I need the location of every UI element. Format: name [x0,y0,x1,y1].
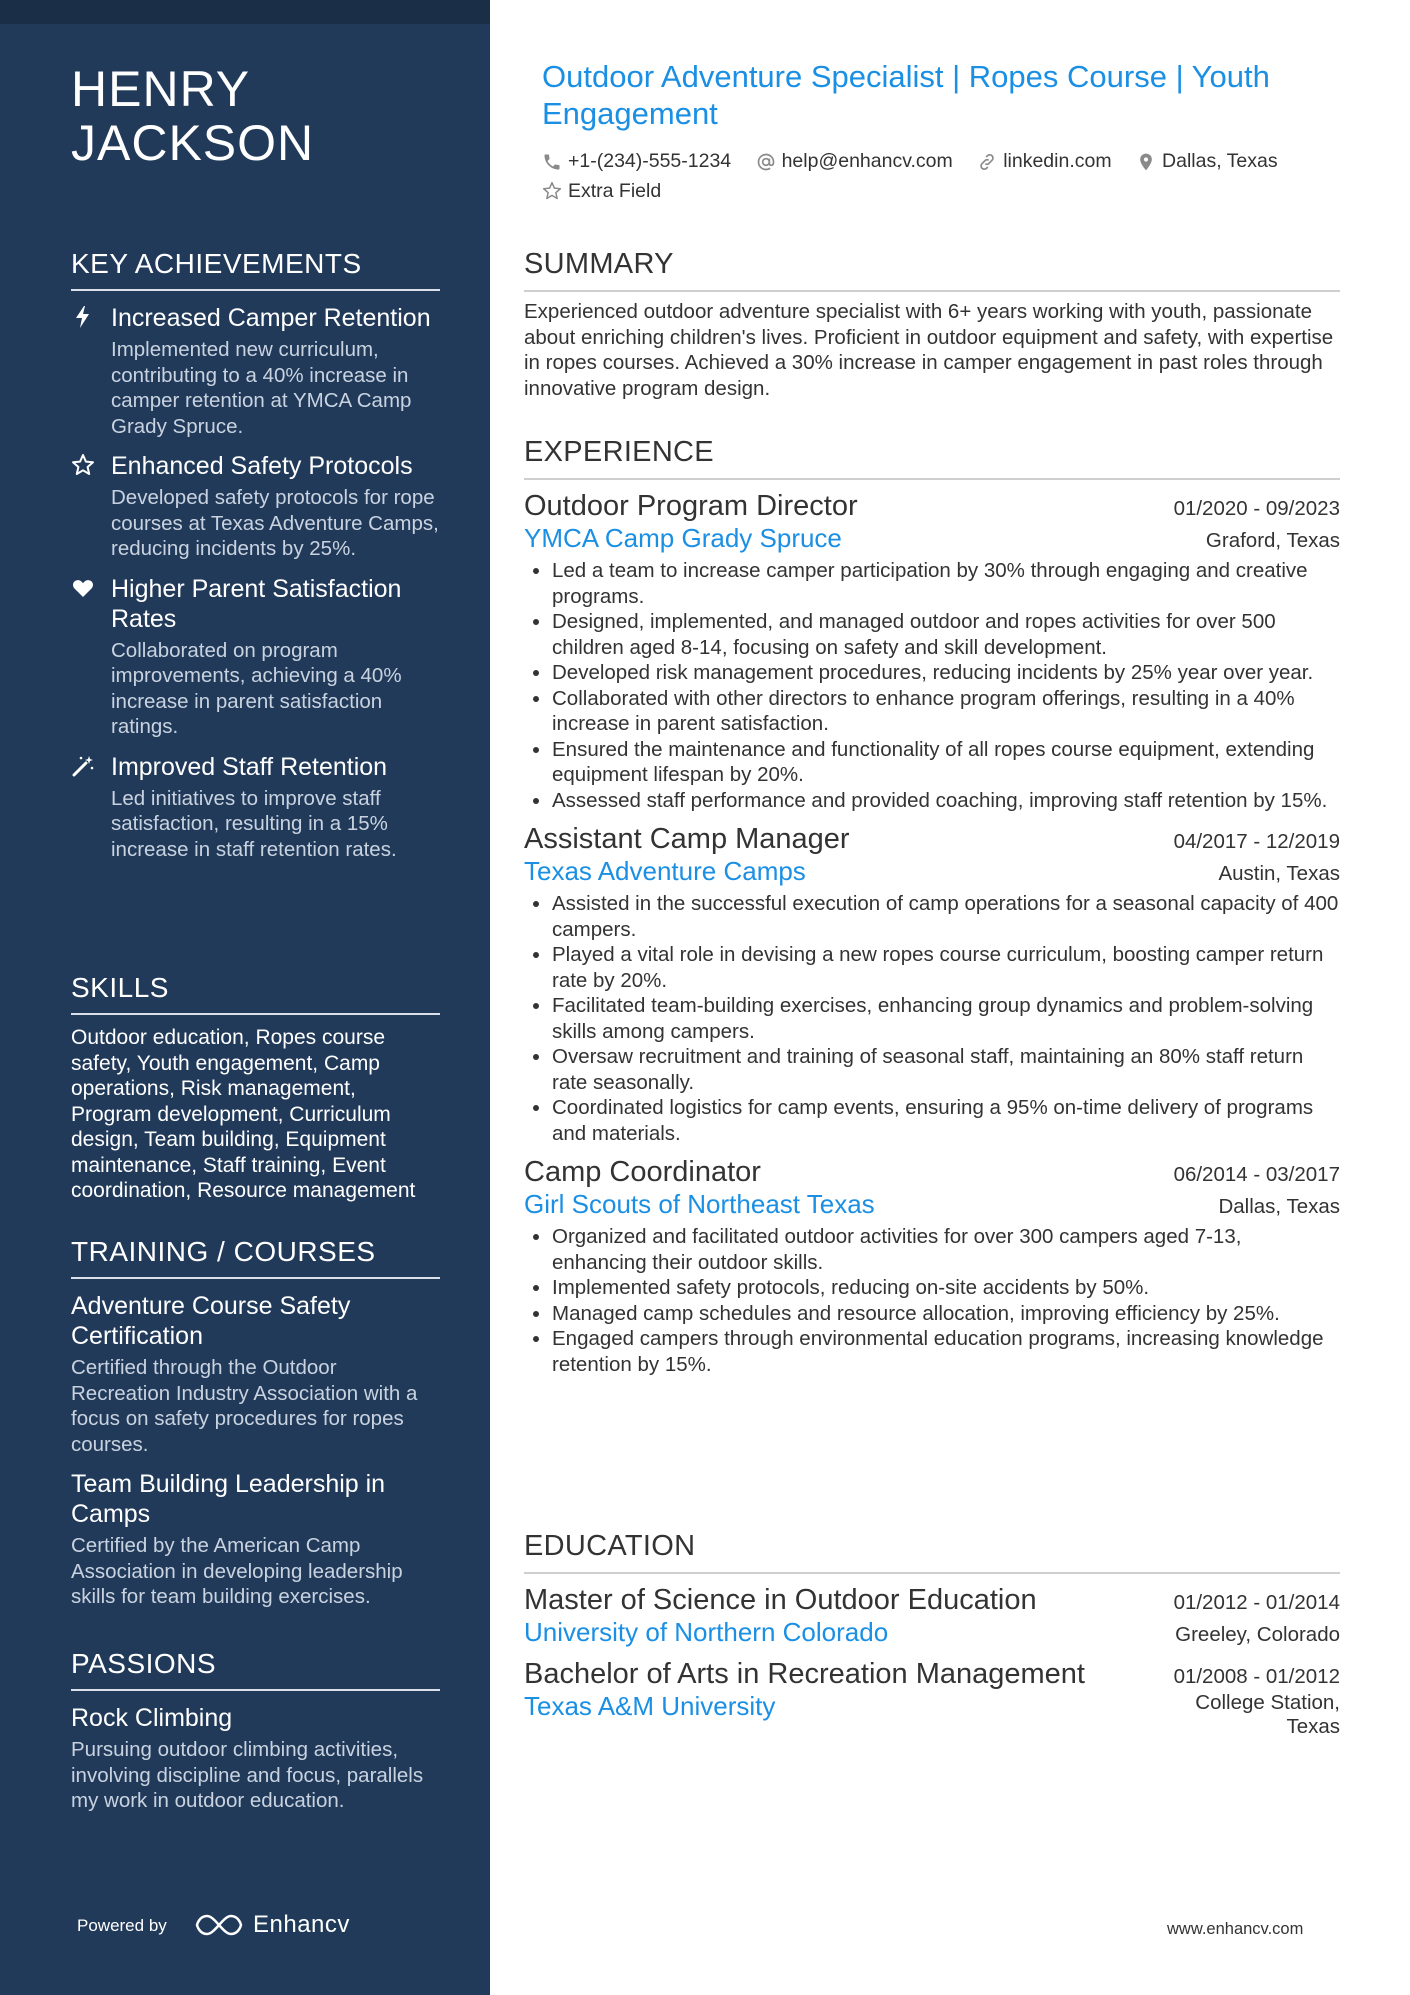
sidebar-top-bar [0,0,490,24]
skills-section [71,972,440,1204]
achievement-item [71,752,440,863]
bullet-item: • Coordinated logistics for camp events, ensuring a 95% on-time delivery of programs and materials. [552,1095,1340,1146]
contact-location [1136,148,1278,175]
headline: Outdoor Adventure Specialist | Ropes Course | Youth Engagement [542,59,1270,131]
achievement-desc: Developed safety protocols for rope courses at Texas Adventure Camps, reducing incidents by 25%. [111,486,439,560]
job-dates: 01/2020 - 09/2023 [1173,497,1340,520]
bullet-item: • Oversaw recruitment and training of seasonal staff, maintaining an 80% staff return rate seasonally. [552,1044,1340,1095]
key-achievements-heading: KEY ACHIEVEMENTS [71,248,440,291]
bullet-item: • Facilitated team-building exercises, enhancing group dynamics and problem-solving skills among campers. [552,993,1340,1044]
website-link[interactable]: www.enhancv.com [1167,1920,1304,1938]
enhancv-logo[interactable] [195,1911,350,1939]
email-text: help@enhancv.com [781,150,953,172]
achievement-item [71,303,440,439]
star-icon [71,453,95,477]
education-section [524,1530,1340,1739]
summary-text: Experienced outdoor adventure specialist with 6+ years working with youth, passionate about enriching children's lives. Proficient in outdoor equipment and safety, with expertise in ropes courses. Achieved a 30% increase in camper engagement in past roles through innovative program design. [524,300,1334,400]
key-achievements-section [71,248,440,862]
candidate-name: HENRY JACKSON [71,61,315,171]
heart-icon [71,576,95,600]
education-heading: EDUCATION [524,1530,1340,1574]
course-desc: Certified through the Outdoor Recreation Industry Association with a focus on safety procedures for ropes courses. [71,1356,418,1456]
contact-email[interactable] [756,148,953,175]
bullet-item: • Engaged campers through environmental education programs, increasing knowledge retention by 15%. [552,1326,1340,1377]
degree: Bachelor of Arts in Recreation Management [524,1658,1085,1690]
job-bullets [524,558,1340,813]
job-location: Dallas, Texas [1218,1195,1340,1218]
link-icon [977,152,997,172]
phone-icon [542,152,562,172]
location-pin-icon [1136,152,1156,172]
course-title: Adventure Course Safety Certification [71,1292,351,1350]
bullet-item: • Organized and facilitated outdoor activities for over 300 campers aged 7-13, enhancing their outdoor skills. [552,1224,1340,1275]
course-item [71,1291,440,1457]
achievement-title: Higher Parent Satisfaction Rates [111,574,402,633]
job-bullets [524,891,1340,1146]
summary-section [524,248,1340,401]
powered-by-label: Powered by [77,1916,167,1935]
linkedin-text: linkedin.com [1003,150,1112,172]
bullet-item: • Played a vital role in devising a new ropes course curriculum, boosting camper return rate by 20%. [552,942,1340,993]
experience-heading: EXPERIENCE [524,436,1340,480]
bullet-item: • Assessed staff performance and provided coaching, improving staff retention by 15%. [552,788,1340,814]
job-entry [524,823,1340,1146]
extra-field-text: Extra Field [568,179,662,202]
bullet-item: • Ensured the maintenance and functionality of all ropes course equipment, extending equipment lifespan by 20%. [552,737,1340,788]
job-role: Camp Coordinator [524,1156,761,1188]
passions-heading: PASSIONS [71,1648,440,1691]
contact-extra-field [542,178,661,205]
bullet-item: • Collaborated with other directors to enhance program offerings, resulting in a 40% increase in parent satisfaction. [552,686,1340,737]
job-location: Graford, Texas [1205,529,1340,552]
achievement-item [71,451,440,562]
bullet-item: • Assisted in the successful execution of camp operations for a seasonal capacity of 400 campers. [552,891,1340,942]
job-role: Outdoor Program Director [524,490,858,522]
passion-item [71,1703,440,1814]
contact-linkedin[interactable] [977,148,1111,175]
achievement-desc: Collaborated on program improvements, achieving a 40% increase in parent satisfaction ratings. [111,638,402,738]
education-location: Greeley, Colorado [1175,1623,1340,1646]
achievement-desc: Implemented new curriculum, contributing to a 40% increase in camper retention at YMCA Camp Grady Spruce. [111,338,412,438]
passion-desc: Pursuing outdoor climbing activities, involving discipline and focus, parallels my work in outdoor education. [71,1738,424,1812]
passion-title: Rock Climbing [71,1704,233,1732]
summary-heading: SUMMARY [524,248,1340,292]
achievement-title: Increased Camper Retention [111,304,431,332]
enhancv-logo-icon [195,1912,243,1938]
school: University of Northern Colorado [524,1617,889,1647]
magic-wand-icon [71,754,95,778]
achievement-desc: Led initiatives to improve staff satisfaction, resulting in a 15% increase in staff retention rates. [111,786,397,861]
bullet-item: • Developed risk management procedures, reducing incidents by 25% year over year. [552,660,1340,686]
training-section [71,1236,440,1610]
job-bullets [524,1224,1340,1377]
education-entry [524,1584,1340,1648]
job-entry [524,1156,1340,1377]
job-location: Austin, Texas [1218,862,1340,885]
education-dates: 01/2012 - 01/2014 [1173,1591,1340,1614]
bullet-item: • Led a team to increase camper participation by 30% through engaging and creative programs. [552,558,1340,609]
passions-section [71,1648,440,1814]
location-text: Dallas, Texas [1162,150,1278,172]
training-heading: TRAINING / COURSES [71,1236,440,1279]
experience-section [524,436,1340,1377]
at-sign-icon [756,152,776,172]
bullet-item: • Implemented safety protocols, reducing on-site accidents by 50%. [552,1275,1340,1301]
skills-heading: SKILLS [71,972,440,1015]
course-title: Team Building Leadership in Camps [71,1470,386,1528]
main-content [490,0,1410,1995]
bullet-item: • Managed camp schedules and resource allocation, improving efficiency by 25%. [552,1301,1340,1327]
enhancv-logo-text: Enhancv [253,1911,350,1938]
job-role: Assistant Camp Manager [524,823,850,855]
job-org: Girl Scouts of Northeast Texas [524,1189,875,1219]
phone-text: +1-(234)-555-1234 [568,150,732,172]
education-location: College Station, Texas [1195,1691,1340,1738]
achievement-title: Improved Staff Retention [111,752,388,781]
job-org: YMCA Camp Grady Spruce [524,523,842,553]
job-dates: 06/2014 - 03/2017 [1173,1163,1340,1186]
sidebar [0,0,490,1995]
skills-list: Outdoor education, Ropes course safety, Youth engagement, Camp operations, Risk management, Program development, Curriculum design, Team building, Equipment maintenance, Staff training, Event coordination, Resource management [71,1026,416,1202]
school: Texas A&M University [524,1691,776,1721]
bullet-item: • Designed, implemented, and managed outdoor and ropes activities for over 500 children aged 8-14, focusing on safety and skill development. [552,609,1340,660]
star-outline-icon [542,181,562,201]
achievement-item [71,574,440,740]
degree: Master of Science in Outdoor Education [524,1584,1037,1616]
lightning-icon [71,305,95,329]
job-entry [524,490,1340,813]
contact-phone[interactable] [542,148,731,175]
job-org: Texas Adventure Camps [524,856,806,886]
achievement-title: Enhanced Safety Protocols [111,452,413,480]
course-item [71,1469,440,1610]
education-dates: 01/2008 - 01/2012 [1173,1665,1340,1688]
course-desc: Certified by the American Camp Association in developing leadership skills for team building exercises. [71,1534,403,1608]
contact-bar [542,148,1362,207]
job-dates: 04/2017 - 12/2019 [1173,830,1340,853]
education-entry [524,1658,1340,1739]
